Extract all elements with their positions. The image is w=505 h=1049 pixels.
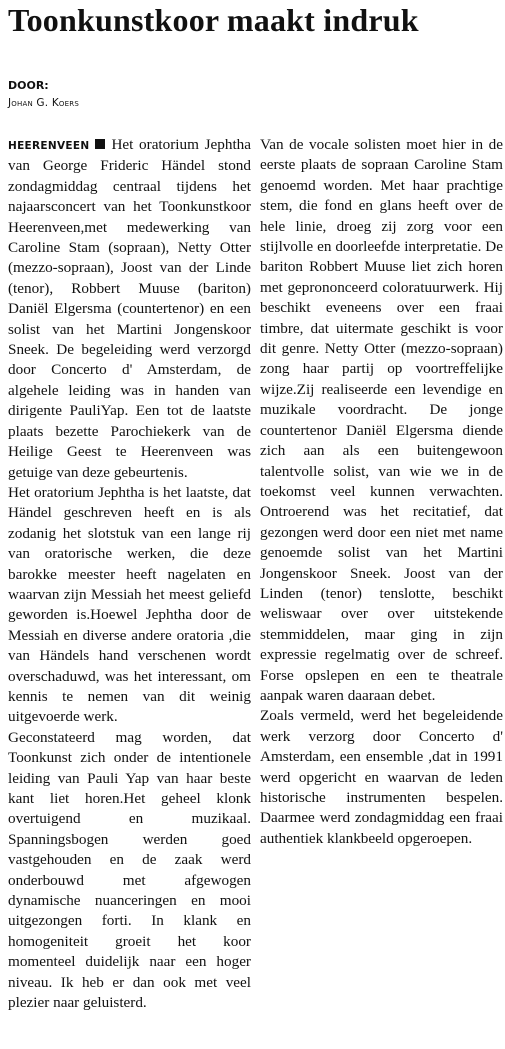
article-column-right xyxy=(260,135,503,849)
paragraph-text: Het oratorium Jephtha van George Frideric Händel stond zondagmiddag centraal tijdens het najaarsconcert van het Toonkunstkoor Heerenveen,met medewerking van Caroline Stam (sopraan), Netty Otter (mezzo-sopraan), Joost van der Linde (tenor), Robbert Muuse (bariton) Daniël Elgersma (countertenor) en een solist van het Martini Jongenskoor Sneek. De begeleiding werd verzorgd door Concerto d' Amsterdam, de algehele leiding was in handen van dirigente PauliYap. Een tot de laatste plaats bezette Parochiekerk van de Heilige Geest te Heerenveen was getuige van deze gebeurtenis. xyxy=(8,136,251,481)
article-paragraph: Van de vocale solisten moet hier in de eerste plaats de sopraan Caroline Stam genoemd worden. Met haar prachtige stem, die fond en glans heeft over de hele linie, droeg zij zorg voor een stijlvolle en doorleefde interpretatie. De bariton Robbert Muuse liet zich horen met geprononceerd coloratuurwerk. Hij beschikt eveneens over een fraai timbre, dat uitermate geschikt is voor dit genre. Netty Otter (mezzo-sopraan) zong haar partij op voortreffelijke wijze.Zij realiseerde een levendige en muzikale voordracht. De jonge countertenor Daniël Elgersma diende zich aan als een buitengewoon talentvolle solist, van wie we in de toekomst veel kunnen verwachten. Ontroerend was het recitatief, dat gezongen werd door een niet met name genoemde solist van het Martini Jongenskoor Sneek. Joost van der Linden (tenor) tenslotte, beschikt weliswaar over over uitstekende stemmiddelen, maar ging in zijn expressie regelmatig over de schreef. Forse opslepen en een te theatrale aanpak waren daaraan debet. xyxy=(260,136,503,704)
author-name: Johan G. Koers xyxy=(8,97,79,109)
article-paragraph: Geconstateerd mag worden, dat Toonkunst zich onder de intentionele leiding van Pauli Yap van haar beste kant liet horen.Het geheel klonk overtuigend en muzikaal. Spanningsbogen werden goed vastgehouden en de zaak werd onderbouwd met afgewogen dynamische nuanceringen en mooi uitgezongen forti. In klank en homogeniteit groeit het koor momenteel duidelijk naar een hoger niveau. Ik heb er dan ook met veel plezier naar geluisterd. xyxy=(8,728,251,1012)
dateline: HEERENVEEN xyxy=(8,140,90,152)
article-paragraph: Het oratorium Jephtha is het laatste, dat Händel geschreven heeft en is als zodanig het slotstuk van een lange rij van oratorische werken, die deze barokke meester heeft nagelaten en waarvan zijn Messiah het meest geliefd geworden is.Hoewel Jephtha door de Messiah en diverse andere oratoria ,die van Händels hand verschenen wordt overschaduwd, was het interessant, om kennis te nemen van dit weinig uitgevoerde werk. xyxy=(8,483,251,726)
byline-label: DOOR: xyxy=(8,79,49,92)
article-paragraph: Zoals vermeld, werd het begeleidende werk verzorg door Concerto d' Amsterdam, een ensemble ,dat in 1991 werd opgericht en waarvan de leden historische instrumenten bespelen. Daarmee werd zondagmiddag een fraai authentiek klankbeeld opgeroepen. xyxy=(260,707,503,847)
headline: Toonkunstkoor maakt indruk xyxy=(8,2,419,38)
article-paragraph xyxy=(8,135,251,483)
article-column-left xyxy=(8,135,251,1013)
dateline-square-icon xyxy=(95,139,105,149)
